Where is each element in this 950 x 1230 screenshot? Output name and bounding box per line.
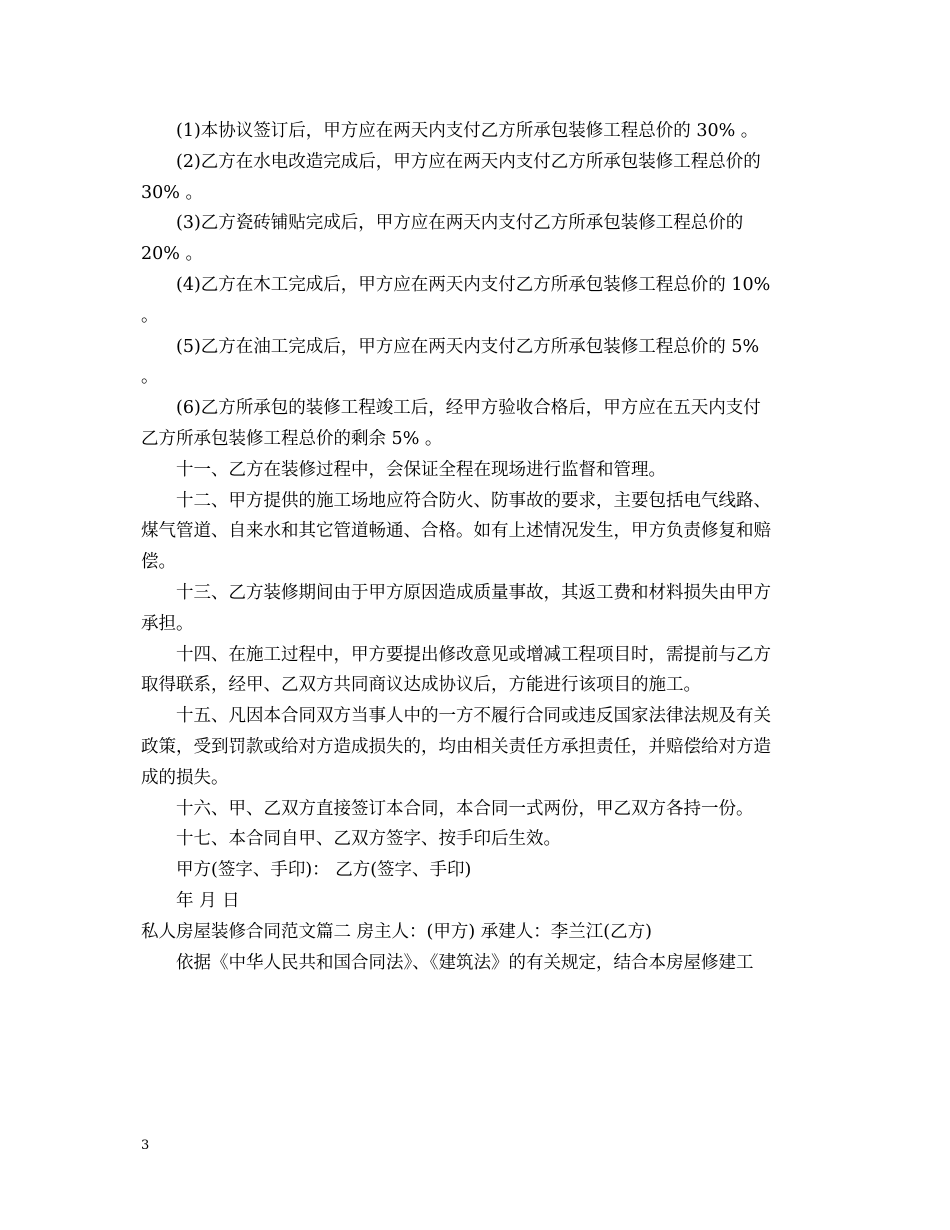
text-line: (1)本协议签订后，甲方应在两天内支付乙方所承包装修工程总价的 30% 。 (176, 121, 759, 141)
text-line: 十一、乙方在装修过程中，会保证全程在现场进行监督和管理。 (176, 459, 666, 480)
text-line: 。 (141, 367, 159, 388)
text-line: 十六、甲、乙双方直接签订本合同，本合同一式两份，甲乙双方各持一份。 (176, 798, 754, 819)
text-line: (4)乙方在木工完成后，甲方应在两天内支付乙方所承包装修工程总价的 10% (176, 274, 771, 295)
text-line: 。 (141, 305, 159, 326)
date-line: 年 月 日 (176, 890, 240, 911)
section-heading: 私人房屋装修合同范文篇二 房主人：(甲方) 承建人：李兰江(乙方) (141, 921, 652, 942)
text-line: 成的损失。 (141, 767, 229, 788)
text-line: 十五、凡因本合同双方当事人中的一方不履行合同或违反国家法律法规及有关 (176, 706, 771, 727)
document-body (141, 116, 813, 978)
text-line: 煤气管道、自来水和其它管道畅通、合格。如有上述情况发生，甲方负责修复和赔 (141, 521, 771, 542)
text-line: 偿。 (141, 552, 176, 573)
text-line: 30% 。 (141, 182, 203, 203)
text-line: 十四、在施工过程中，甲方要提出修改意见或增减工程项目时，需提前与乙方 (176, 644, 771, 665)
text-line: 20% 。 (141, 244, 203, 265)
text-line: 乙方所承包装修工程总价的剩余 5% 。 (141, 428, 443, 449)
text-line: 十三、乙方装修期间由于甲方原因造成质量事故，其返工费和材料损失由甲方 (176, 582, 771, 603)
text-line: 依据《中华人民共和国合同法》、《建筑法》的有关规定，结合本房屋修建工 (176, 952, 754, 973)
page-number: 3 (141, 1138, 150, 1153)
text-line: 取得联系，经甲、乙双方共同商议达成协议后，方能进行该项目的施工。 (141, 675, 701, 696)
text-line: 政策，受到罚款或给对方造成损失的，均由相关责任方承担责任，并赔偿给对方造 (141, 736, 771, 757)
text-line: (3)乙方瓷砖铺贴完成后，甲方应在两天内支付乙方所承包装修工程总价的 (176, 213, 744, 234)
signature-line: 甲方(签字、手印)： 乙方(签字、手印) (176, 860, 472, 881)
text-line: 十二、甲方提供的施工场地应符合防火、防事故的要求，主要包括电气线路、 (176, 490, 771, 511)
text-line: (5)乙方在油工完成后，甲方应在两天内支付乙方所承包装修工程总价的 5% (176, 336, 760, 357)
text-line: (2)乙方在水电改造完成后，甲方应在两天内支付乙方所承包装修工程总价的 (176, 151, 761, 172)
text-line: 十七、本合同自甲、乙双方签字、按手印后生效。 (176, 829, 561, 850)
text-line: (6)乙方所承包的装修工程竣工后，经甲方验收合格后，甲方应在五天内支付 (176, 398, 761, 419)
text-line: 承担。 (141, 613, 194, 634)
